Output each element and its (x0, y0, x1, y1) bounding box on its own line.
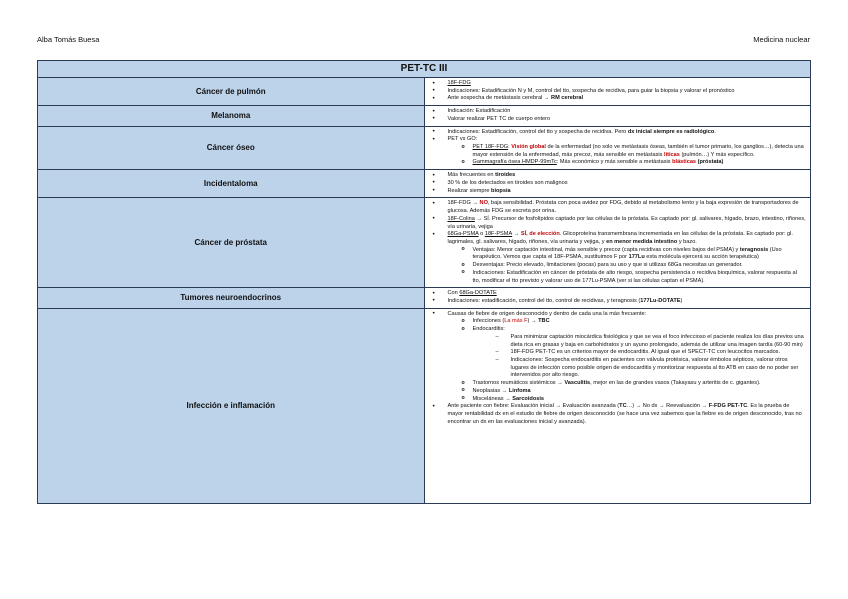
list-item: • Indicaciones: Estadificación N y M, control del tto, sospecha de recidiva, para guiar la biopsia y valorar el pronóstico (428, 88, 807, 96)
list-item: • Causas de fiebre de origen desconocido y dentro de cada una la más frecuente: o Infecciones (La más F) → TBC o Endocarditis: – Para minimizar captación miocárdica fisiológica y que se vea el foco infeccioso el paciente realiza los días previos una dieta rica en grasas y baja en carbohidratos y un ayuno prolongado, además de utilizar una imagen tardía (60-90 min) – 18F-FDG PET-TC es un criterios mayor de endocarditis. Al igual que el SPECT-TC con leucocitos marcados. – Indicaciones: Sospecha endocarditis en pacientes con válvula protésica, valorar émbolos sépticos, valorar otros lugares de infección como posible origen de endocarditis y monitorizar respuesta al tto ATB en caso de no poder ser intervenidos por alto riesgo. o Trastornos reumáticos sistémicos → Vasculitis, mejor en las de grandes vasos (Takayasu y arteritis de c. gigantes). o Neoplasias → Linfoma o Misceláneas → Sarcoidosis (428, 311, 807, 404)
header-author: Alba Tomás Buesa (37, 35, 100, 44)
row-oseo (38, 126, 811, 170)
list-item: – 18F-FDG PET-TC es un criterios mayor de endocarditis. Al igual que el SPECT-TC con leucocitos marcados. (473, 349, 807, 357)
list-item: • Realizar siempre biopsia (428, 188, 807, 196)
row-prostata (38, 198, 811, 288)
pet-tc-table (37, 60, 811, 504)
content-oseo (424, 126, 811, 170)
list-item: • 68Ga-PSMA o 18F-PSMA → SÍ, de elección. Glicoproteína transmembrana incrementada en las células de la próstata. Es captado por: gl. lagrimales, gl. salivares, hígado, riñones, vía urinaria y vejiga, y en menor medida intestino y bazo. o Ventajas: Menor captación intestinal, más sensible y precoz (capta recidivas con niveles bajos del PSMA) y teragnosis (Uso terapéutico. Vemos que capta el 18F-PSMA, sustituimos F por 177Lu esta molécula ejercerá su acción terapéutica) o Desventajas: Precio elevado, limitaciones (pocas) para su uso y que si utilizas 68Ga necesitas un generador. o Indicaciones: Estadificación en cáncer de próstata de alto riesgo, sospecha persistencia o recidiva bioquímica, valorar respuesta al tto, modificar el tto previsto y valorar uso de 177Lu-PSMA (ver si las células captan el PSMA). (428, 231, 807, 285)
list-item: • 18F-Colina → SÍ. Precursor de fosfolípidos captado por las células de la próstata. Es captado por: gl. salivares, hígado, brazo, intestino, riñones, vía urinaria, vejiga (428, 216, 807, 231)
category-incidentaloma: Incidentaloma (38, 170, 425, 198)
list-item: • Indicaciones: Estadificación, control del tto y sospecha de recidiva. Pero dx inicial siempre es radiológico. (428, 129, 807, 137)
list-item: o Indicaciones: Estadificación en cáncer de próstata de alto riesgo, sospecha persistencia o recidiva bioquímica, valorar respuesta al tto, modificar el tto previsto y valorar uso de 177Lu-PSMA (ver si las células captan el PSMA). (448, 270, 807, 285)
list-item: – Para minimizar captación miocárdica fisiológica y que se vea el foco infeccioso el paciente realiza los días previos una dieta rica en grasas y baja en carbohidratos y un ayuno prolongado, además de utilizar una imagen tardía (60-90 min) (473, 334, 807, 349)
list-item: o PET 18F-FDG: Visión global de la enfermedad (no solo ve metástasis óseas, también el tumor primario, los ganglios…), detecta una mayor extensión de la enfermedad, más precoz, más sensible en metástasis líticas (pulmón…) Y más específico. (448, 144, 807, 159)
list-item: • Ante sospecha de metástasis cerebral → RM cerebral (428, 95, 807, 103)
table-title: PET-TC III (38, 61, 811, 78)
content-incidentaloma (424, 170, 811, 198)
category-infeccion: Infección e inflamación (38, 308, 425, 503)
list-item: • PET vs GO: o PET 18F-FDG: Visión global de la enfermedad (no solo ve metástasis óseas, también el tumor primario, los ganglios…), detecta una mayor extensión de la enfermedad, más precoz, más sensible en metástasis líticas (pulmón…) Y más específico. o Gammagrafía ósea HMDP-99mTc: Más económico y más sensible a metástasis blásticas (próstata) (428, 136, 807, 167)
list-item: • 30 % de los detectados en tiroides son malignos (428, 180, 807, 188)
header-subject: Medicina nuclear (753, 35, 810, 44)
list-item: • Indicaciones: estadificación, control del tto, control de recidivas, y teragnosis (177Lu-DOTATE) (428, 298, 807, 306)
row-pulmon (38, 78, 811, 106)
arrow-icon: → (512, 231, 521, 238)
list-item: o Endocarditis: – Para minimizar captación miocárdica fisiológica y que se vea el foco infeccioso el paciente realiza los días previos una dieta rica en grasas y baja en carbohidratos y un ayuno prolongado, además de utilizar una imagen tardía (60-90 min) – 18F-FDG PET-TC es un criterios mayor de endocarditis. Al igual que el SPECT-TC con leucocitos marcados. – Indicaciones: Sospecha endocarditis en pacientes con válvula protésica, valorar émbolos sépticos, valorar otros lugares de infección como posible origen de endocarditis y monitorizar respuesta al tto ATB en caso de no poder ser intervenidos por alto riesgo. (448, 326, 807, 380)
list-item: • Con 68Ga-DOTATE (428, 290, 807, 298)
list-item: • Indicación: Estadificación (428, 108, 807, 116)
list-item: o Misceláneas → Sarcoidosis (448, 396, 807, 404)
list-item: o Ventajas: Menor captación intestinal, más sensible y precoz (capta recidivas con niveles bajos del PSMA) y teragnosis (Uso terapéutico. Vemos que capta el 18F-PSMA, sustituimos F por 177Lu esta molécula ejercerá su acción terapéutica) (448, 247, 807, 262)
list-item: o Desventajas: Precio elevado, limitaciones (pocas) para su uso y que si utilizas 68Ga necesitas un generador. (448, 262, 807, 270)
category-neuroendocrinos: Tumores neuroendocrinos (38, 288, 425, 308)
list-item: – Indicaciones: Sospecha endocarditis en pacientes con válvula protésica, valorar émbolos sépticos, valorar otros lugares de infección como posible origen de endocarditis y monitorizar respuesta al tto ATB en caso de no poder ser intervenidos por alto riesgo. (473, 357, 807, 380)
content-melanoma (424, 106, 811, 126)
list-item: o Trastornos reumáticos sistémicos → Vasculitis, mejor en las de grandes vasos (Takayasu y arteritis de c. gigantes). (448, 380, 807, 388)
content-infeccion (424, 308, 811, 503)
list-item: • Ante paciente con fiebre: Evaluación inicial → Evaluación avanzada (TC…) → No dx → Reevaluación → F-FDG PET-TC. Es la prueba de mayor rentabilidad dx en el estudio de fiebre de origen desconocido (se hace una vez sabemos que la fiebre es de origen desconocido, tras no encontrar un dx en las evaluaciones inicial y avanzada). (428, 403, 807, 426)
category-melanoma: Melanoma (38, 106, 425, 126)
category-pulmon: Cáncer de pulmón (38, 78, 425, 106)
list-item: • Valorar realizar PET TC de cuerpo entero (428, 116, 807, 124)
row-neuroendocrinos (38, 288, 811, 308)
arrow-icon: → (474, 215, 484, 222)
arrow-icon: → (543, 95, 550, 102)
list-item: o Neoplasias → Linfoma (448, 388, 807, 396)
list-item: o Gammagrafía ósea HMDP-99mTc: Más económico y más sensible a metástasis blásticas (próstata) (448, 159, 807, 167)
list-item: o Infecciones (La más F) → TBC (448, 318, 807, 326)
content-prostata (424, 198, 811, 288)
list-item: • 18F-FDG → NO, baja sensibilidad. Próstata con poca avidez por FDG, debido al metabolismo lento y la baja expresión de transportadores de glucosa. Además FDG se excreta por orina. (428, 200, 807, 215)
row-melanoma (38, 106, 811, 126)
list-item: • 18F-FDG (428, 80, 807, 88)
row-incidentaloma (38, 170, 811, 198)
category-prostata: Cáncer de próstata (38, 198, 425, 288)
category-oseo: Cáncer óseo (38, 126, 425, 170)
list-item: • Más frecuentes en tiroides (428, 172, 807, 180)
arrow-icon: → (472, 200, 478, 207)
content-neuroendocrinos (424, 288, 811, 308)
row-infeccion (38, 308, 811, 503)
content-pulmon (424, 78, 811, 106)
